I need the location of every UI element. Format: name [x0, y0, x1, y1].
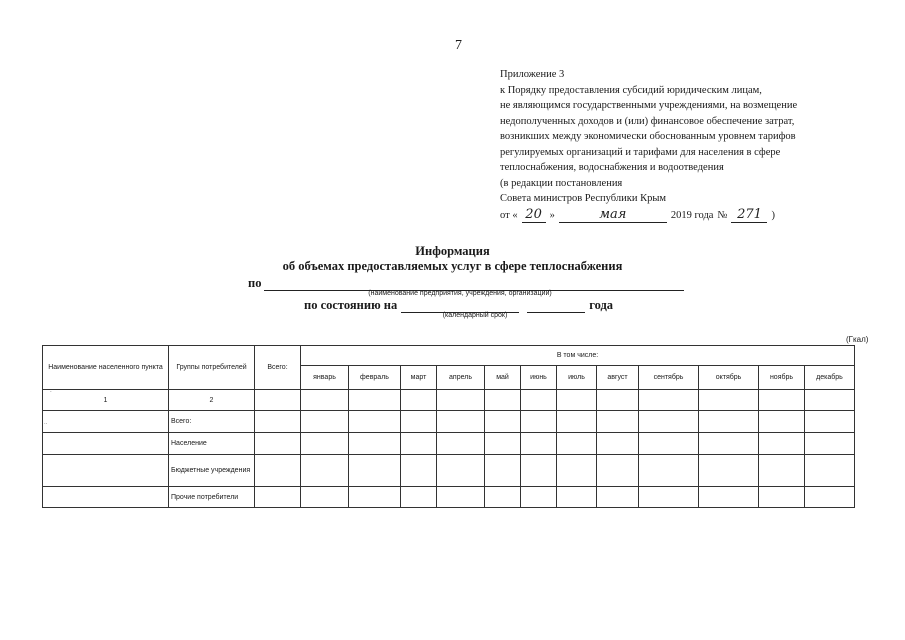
- year-word: года: [589, 298, 614, 312]
- scan-mark: ´: [50, 392, 52, 398]
- month-header: апрель: [437, 366, 485, 390]
- handwritten-day: 20: [522, 207, 546, 224]
- organization-line: [248, 276, 684, 291]
- month-header: май: [485, 366, 521, 390]
- from-label: от «: [500, 209, 518, 221]
- header-total: Всего:: [255, 346, 301, 390]
- column-number-1: 1: [43, 390, 169, 411]
- appendix-block: [500, 67, 860, 223]
- row-label-other: Прочие потребители: [169, 487, 255, 508]
- document-subtitle: об объемах предоставляемых услуг в сфере теплоснабжения: [282, 259, 623, 273]
- appendix-line: теплоснабжения, водоснабжения и водоотведения: [500, 162, 724, 173]
- appendix-line: Приложение 3: [500, 69, 565, 80]
- appendix-line: (в редакции постановления: [500, 177, 623, 189]
- year-text: 2019 года: [670, 209, 714, 221]
- month-header: январь: [301, 366, 349, 390]
- appendix-line: недополученных доходов и (или) финансовое обеспечение затрат,: [500, 115, 795, 127]
- header-including: В том числе:: [301, 346, 855, 366]
- state-date-line: [304, 298, 613, 313]
- scan-mark: ..: [44, 420, 48, 426]
- month-header: июль: [557, 366, 597, 390]
- year-fill-line: [527, 300, 585, 313]
- close-paren: ): [771, 209, 775, 221]
- document-title: Информация: [415, 244, 490, 258]
- month-header: декабрь: [805, 366, 855, 390]
- row-label-total: Всего:: [169, 411, 255, 433]
- organization-note: (наименование предприятия, учреждения, организации): [368, 290, 552, 297]
- appendix-line: не являющимся государственными учреждениями, на возмещение: [500, 100, 798, 111]
- resolution-date-line: [500, 207, 860, 224]
- po-label: по: [248, 276, 262, 290]
- appendix-line: регулируемых организаций и тарифами для населения в сфере: [500, 146, 781, 158]
- appendix-line: возникших между экономически обоснованным уровнем тарифов: [500, 131, 796, 142]
- handwritten-month: мая: [559, 207, 667, 224]
- appendix-line: Совета министров Республики Крым: [500, 193, 667, 204]
- number-label: №: [717, 209, 728, 221]
- month-header: ноябрь: [759, 366, 805, 390]
- state-label: по состоянию на: [304, 298, 398, 312]
- row-label-budget: Бюджетные учреждения: [169, 455, 255, 487]
- month-header: октябрь: [699, 366, 759, 390]
- data-table: [42, 345, 855, 508]
- unit-label: (Гкал): [846, 335, 869, 344]
- handwritten-number: 271: [731, 207, 767, 224]
- month-header: март: [401, 366, 437, 390]
- page-number: 7: [455, 38, 462, 53]
- month-header: февраль: [349, 366, 401, 390]
- close-quote: »: [549, 209, 555, 221]
- row-label-population: Население: [169, 433, 255, 455]
- column-number-2: 2: [169, 390, 255, 411]
- month-header: сентябрь: [639, 366, 699, 390]
- appendix-line: к Порядку предоставления субсидий юридическим лицам,: [500, 84, 762, 96]
- month-header: август: [597, 366, 639, 390]
- header-groups: Группы потребителей: [169, 346, 255, 390]
- header-settlement: Наименование населенного пункта: [43, 346, 169, 390]
- period-note: (календарный срок): [442, 312, 508, 319]
- month-header: июнь: [521, 366, 557, 390]
